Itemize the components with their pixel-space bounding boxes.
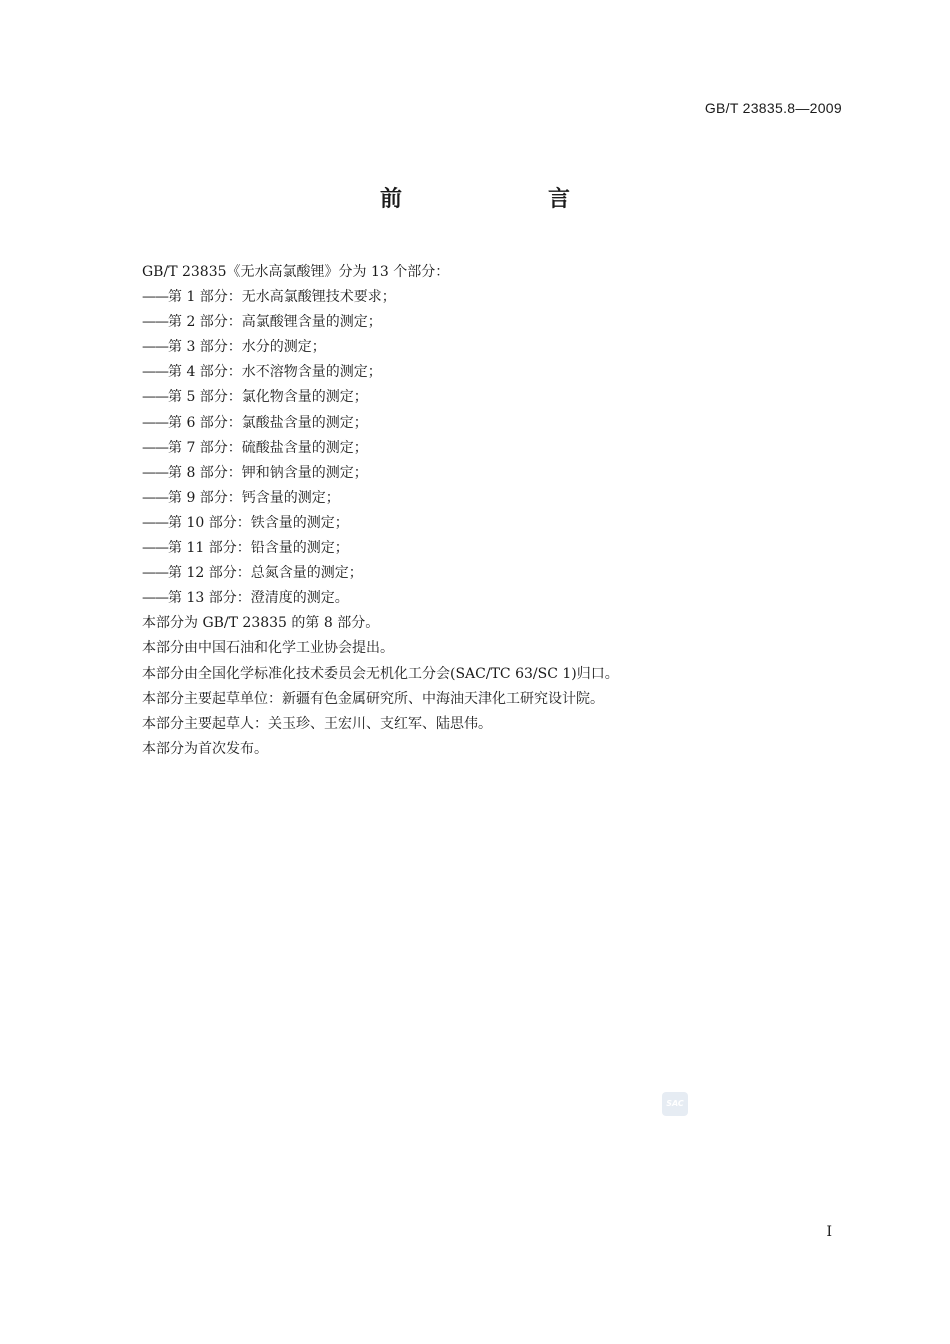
statement-line: 本部分由中国石油和化学工业协会提出。 <box>142 640 394 657</box>
part-item: ——第 1 部分：无水高氯酸锂技术要求； <box>142 289 396 306</box>
part-item: ——第 10 部分：铁含量的测定； <box>142 514 349 531</box>
part-item: ——第 4 部分：水不溶物含量的测定； <box>142 364 382 381</box>
part-item: ——第 12 部分：总氮含量的测定； <box>142 565 363 582</box>
part-item: ——第 3 部分：水分的测定； <box>142 339 326 356</box>
part-item: ——第 6 部分：氯酸盐含量的测定； <box>142 414 368 431</box>
part-item: ——第 13 部分：澄清度的测定。 <box>142 590 349 607</box>
page-title: 前 言 <box>379 187 632 212</box>
standard-number: GB/T 23835.8—2009 <box>704 100 842 116</box>
part-item: ——第 8 部分：钾和钠含量的测定； <box>142 464 368 481</box>
part-item: ——第 7 部分：硫酸盐含量的测定； <box>142 439 368 456</box>
part-item: ——第 9 部分：钙含量的测定； <box>142 489 340 506</box>
part-item: ——第 11 部分：铅含量的测定； <box>142 540 349 557</box>
sac-watermark-logo: SAC <box>662 1092 688 1116</box>
statement-line: 本部分为首次发布。 <box>142 740 268 757</box>
statement-line: 本部分主要起草人：关玉珍、王宏川、支红军、陆思伟。 <box>142 715 492 732</box>
part-item: ——第 2 部分：高氯酸锂含量的测定； <box>142 314 382 331</box>
statement-line: 本部分由全国化学标准化技术委员会无机化工分会(SAC/TC 63/SC 1)归口。 <box>142 665 619 682</box>
part-item: ——第 5 部分：氯化物含量的测定； <box>142 389 368 406</box>
statement-line: 本部分主要起草单位：新疆有色金属研究所、中海油天津化工研究设计院。 <box>142 690 604 707</box>
page-number: I <box>826 1224 832 1240</box>
foreword-body <box>142 260 842 762</box>
statement-line: 本部分为 GB/T 23835 的第 8 部分。 <box>142 615 380 632</box>
intro-line: GB/T 23835《无水高氯酸锂》分为 13 个部分： <box>142 264 450 280</box>
